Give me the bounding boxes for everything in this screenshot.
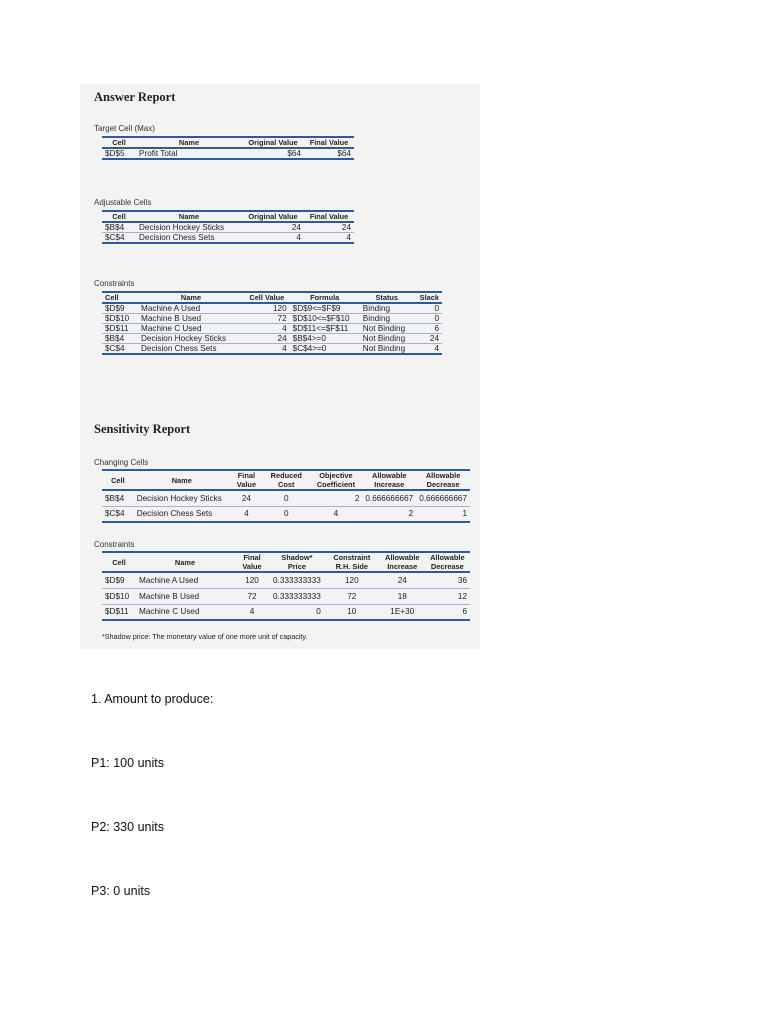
answer-report-title: Answer Report [94, 90, 176, 104]
cell: 24 [242, 222, 304, 233]
adjustable-cells-table [102, 210, 354, 244]
sensitivity-constraints-table [102, 551, 470, 621]
cell: 1 [416, 506, 470, 522]
cell: 24 [414, 334, 442, 344]
table-row [102, 490, 470, 506]
cell: 0.333333333 [270, 572, 324, 588]
cell: 2 [310, 490, 363, 506]
cell: Binding [360, 303, 414, 314]
cell: Machine B Used [136, 588, 234, 604]
col-header: Allowable Increase [362, 470, 416, 490]
table-row [102, 314, 442, 324]
cell: Decision Chess Sets [136, 233, 242, 244]
col-header: Status [360, 292, 414, 303]
cell: 4 [244, 324, 290, 334]
answer-line-p3: P3: 0 units [91, 884, 151, 898]
col-header: Cell [102, 211, 136, 222]
cell: Machine C Used [136, 604, 234, 620]
cell: 120 [244, 303, 290, 314]
cell: 24 [304, 222, 354, 233]
cell: Not Binding [360, 324, 414, 334]
table-row [102, 324, 442, 334]
cell: 4 [244, 344, 290, 355]
col-header: Original Value [242, 137, 304, 148]
cell: 4 [242, 233, 304, 244]
cell: $D$9<=$F$9 [290, 303, 360, 314]
table-row [102, 233, 354, 244]
cell: Profit Total [136, 148, 242, 159]
col-header: Name [136, 137, 242, 148]
shadow-price-footnote: *Shadow price: The monetary value of one more unit of capacity. [102, 632, 308, 641]
cell: Decision Hockey Sticks [136, 222, 242, 233]
cell: Decision Chess Sets [138, 344, 244, 355]
cell: 36 [425, 572, 470, 588]
cell: $D$11 [102, 324, 138, 334]
answer-line-p2: P2: 330 units [91, 820, 164, 834]
cell: 72 [234, 588, 270, 604]
cell: 72 [244, 314, 290, 324]
col-header: Constraint R.H. Side [324, 552, 380, 572]
cell: 18 [380, 588, 425, 604]
cell: $D$10 [102, 588, 136, 604]
cell: 0 [414, 314, 442, 324]
cell: $D$9 [102, 303, 138, 314]
cell: 0.333333333 [270, 588, 324, 604]
cell: 4 [304, 233, 354, 244]
table-row [102, 344, 442, 355]
cell: 6 [414, 324, 442, 334]
col-header: Final Value [304, 211, 354, 222]
col-header: Reduced Cost [263, 470, 310, 490]
cell: $C$4 [102, 506, 134, 522]
col-header: Shadow* Price [270, 552, 324, 572]
table-row [102, 604, 470, 620]
cell: 2 [362, 506, 416, 522]
cell: 24 [244, 334, 290, 344]
col-header: Formula [290, 292, 360, 303]
sensitivity-constraints-label: Constraints [94, 540, 135, 549]
col-header: Final Value [230, 470, 263, 490]
cell: 24 [230, 490, 263, 506]
cell: $B$4>=0 [290, 334, 360, 344]
cell: $64 [304, 148, 354, 159]
adjustable-cells-label: Adjustable Cells [94, 198, 152, 207]
cell: 0 [263, 490, 310, 506]
col-header: Name [134, 470, 230, 490]
col-header: Cell [102, 137, 136, 148]
cell: $D$5 [102, 148, 136, 159]
table-row [102, 222, 354, 233]
table-row [102, 588, 470, 604]
cell: $C$4 [102, 344, 138, 355]
cell: 120 [324, 572, 380, 588]
cell: $B$4 [102, 334, 138, 344]
cell: Not Binding [360, 334, 414, 344]
answer-heading: 1. Amount to produce: [91, 692, 214, 706]
cell: Decision Hockey Sticks [134, 490, 230, 506]
cell: 24 [380, 572, 425, 588]
col-header: Original Value [242, 211, 304, 222]
col-header: Allowable Increase [380, 552, 425, 572]
cell: 10 [324, 604, 380, 620]
col-header: Name [136, 211, 242, 222]
col-header: Final Value [234, 552, 270, 572]
cell: $D$10 [102, 314, 138, 324]
col-header: Objective Coefficient [310, 470, 363, 490]
cell: 4 [414, 344, 442, 355]
col-header: Name [138, 292, 244, 303]
answer-line-p1: P1: 100 units [91, 756, 164, 770]
cell: Machine B Used [138, 314, 244, 324]
cell: $C$4 [102, 233, 136, 244]
col-header: Name [136, 552, 234, 572]
cell: $64 [242, 148, 304, 159]
cell: 4 [234, 604, 270, 620]
col-header: Cell [102, 552, 136, 572]
cell: 0 [270, 604, 324, 620]
table-row [102, 303, 442, 314]
cell: $D$11 [102, 604, 136, 620]
changing-cells-table [102, 469, 470, 523]
cell: $D$10<=$F$10 [290, 314, 360, 324]
cell: 0.666666667 [362, 490, 416, 506]
sensitivity-report-title: Sensitivity Report [94, 422, 191, 436]
changing-cells-label: Changing Cells [94, 458, 149, 467]
target-cell-table [102, 136, 354, 160]
cell: 1E+30 [380, 604, 425, 620]
table-row [102, 506, 470, 522]
cell: 12 [425, 588, 470, 604]
col-header: Cell [102, 292, 138, 303]
table-row [102, 334, 442, 344]
answer-constraints-table [102, 291, 442, 355]
cell: $C$4>=0 [290, 344, 360, 355]
cell: $B$4 [102, 222, 136, 233]
cell: 0 [263, 506, 310, 522]
cell: 4 [310, 506, 363, 522]
cell: 4 [230, 506, 263, 522]
cell: 6 [425, 604, 470, 620]
col-header: Cell Value [244, 292, 290, 303]
cell: $D$9 [102, 572, 136, 588]
cell: Binding [360, 314, 414, 324]
cell: 0.666666667 [416, 490, 470, 506]
target-cell-label: Target Cell (Max) [94, 124, 155, 133]
cell: 72 [324, 588, 380, 604]
col-header: Final Value [304, 137, 354, 148]
cell: Machine A Used [136, 572, 234, 588]
col-header: Allowable Decrease [416, 470, 470, 490]
cell: 120 [234, 572, 270, 588]
cell: Not Binding [360, 344, 414, 355]
cell: 0 [414, 303, 442, 314]
cell: Machine A Used [138, 303, 244, 314]
cell: Machine C Used [138, 324, 244, 334]
col-header: Allowable Decrease [425, 552, 470, 572]
col-header: Slack [414, 292, 442, 303]
col-header: Cell [102, 470, 134, 490]
answer-constraints-label: Constraints [94, 279, 135, 288]
cell: $B$4 [102, 490, 134, 506]
table-row [102, 148, 354, 159]
table-row [102, 572, 470, 588]
cell: Decision Hockey Sticks [138, 334, 244, 344]
cell: Decision Chess Sets [134, 506, 230, 522]
cell: $D$11<=$F$11 [290, 324, 360, 334]
